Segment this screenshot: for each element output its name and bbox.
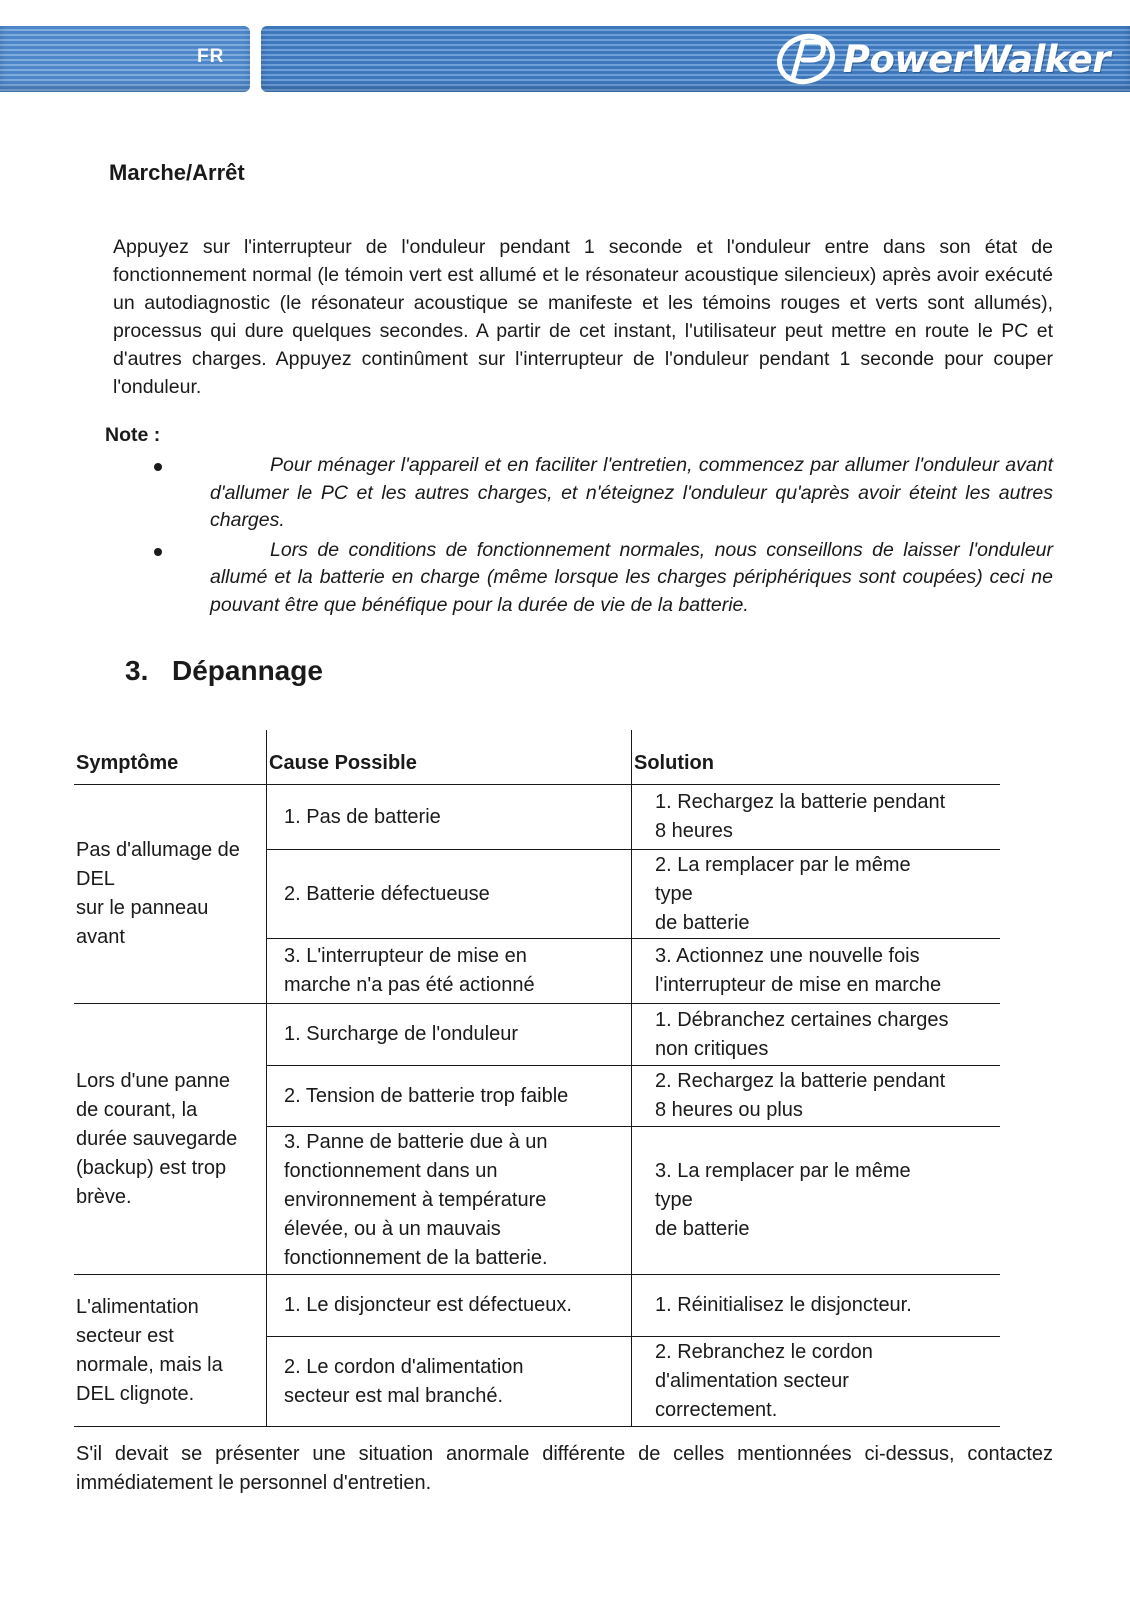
table-body: [74, 785, 1000, 1427]
section-heading: Dépannage: [172, 655, 323, 686]
cause-cell: 1. Surcharge de l'onduleur: [267, 1004, 632, 1066]
power-swirl-icon: [773, 32, 839, 86]
note-list: [150, 452, 1053, 621]
solution-cell: 1. Rechargez la batterie pendant 8 heures: [632, 785, 1001, 850]
bullet-icon: [154, 463, 162, 471]
cause-cell: 2. Le cordon d'alimentation secteur est mal branché.: [267, 1337, 632, 1427]
solution-cell: 2. Rebranchez le cordon d'alimentation secteur correctement.: [632, 1337, 1001, 1427]
language-label: FR: [197, 46, 225, 67]
cause-cell: 3. Panne de batterie due à un fonctionnement dans un environnement à température élevée, ou à un mauvais fonctionnement de la batterie.: [267, 1127, 632, 1275]
header-band-left: [0, 26, 250, 92]
solution-cell: 2. Rechargez la batterie pendant 8 heures ou plus: [632, 1066, 1001, 1127]
table-row: [74, 1004, 1000, 1066]
section-title-onoff: Marche/Arrêt: [109, 160, 245, 185]
header-band-right: [261, 26, 1130, 92]
symptom-cell: Pas d'allumage de DEL sur le panneau avant: [74, 785, 267, 1004]
footer-paragraph: S'il devait se présenter une situation anormale différente de celles mentionnées ci-dessus, contactez immédiatement le personnel d'entretien.: [76, 1443, 1053, 1494]
page-header: [0, 26, 1130, 92]
symptom-cell: L'alimentation secteur est normale, mais la DEL clignote.: [74, 1275, 267, 1427]
symptom-cell: Lors d'une panne de courant, la durée sauvegarde (backup) est trop brève.: [74, 1004, 267, 1275]
brand-logo: [773, 32, 1110, 86]
cause-cell: 1. Le disjoncteur est défectueux.: [267, 1275, 632, 1337]
header-solution: Solution: [632, 730, 1001, 785]
section-number: 3.: [125, 655, 149, 686]
table-row: [74, 1275, 1000, 1337]
cause-cell: 2. Tension de batterie trop faible: [267, 1066, 632, 1127]
table-header-row: [74, 730, 1000, 785]
solution-cell: 1. Débranchez certaines charges non critiques: [632, 1004, 1001, 1066]
note-text: Pour ménager l'appareil et en faciliter l'entretien, commencez par allumer l'onduleur avant d'allumer le PC et les autres charges, et n'éteignez l'onduleur qu'après avoir éteint les autres charges.: [210, 454, 1053, 531]
bullet-icon: [154, 548, 162, 556]
cause-cell: 2. Batterie défectueuse: [267, 850, 632, 939]
header-cause: Cause Possible: [267, 730, 632, 785]
brand-name: PowerWalker: [842, 37, 1110, 81]
solution-cell: 2. La remplacer par le même type de batterie: [632, 850, 1001, 939]
cause-cell: 3. L'interrupteur de mise en marche n'a pas été actionné: [267, 939, 632, 1004]
note-label: Note :: [105, 424, 161, 446]
table-row: [74, 785, 1000, 850]
onoff-paragraph: Appuyez sur l'interrupteur de l'onduleur pendant 1 seconde et l'onduleur entre dans son état de fonctionnement normal (le témoin vert est allumé et le résonateur acoustique silencieux) après avoir exécuté un autodiagnostic (le résonateur acoustique se manifeste et les témoins rouges et verts sont allumés), processus qui dure quelques secondes. A partir de cet instant, l'utilisateur peut mettre en route le PC et d'autres charges. Appuyez continûment sur l'interrupteur de l'onduleur pendant 1 seconde pour couper l'onduleur.: [113, 236, 1053, 398]
cause-cell: 1. Pas de batterie: [267, 785, 632, 850]
note-item: [150, 537, 1053, 620]
note-text: Lors de conditions de fonctionnement normales, nous conseillons de laisser l'onduleur allumé et la batterie en charge (même lorsque les charges périphériques sont coupées) ceci ne pouvant être que bénéfique pour la durée de vie de la batterie.: [210, 538, 1053, 616]
section-title-troubleshooting: [125, 655, 323, 687]
solution-cell: 3. Actionnez une nouvelle fois l'interrupteur de mise en marche: [632, 939, 1001, 1004]
note-item: [150, 452, 1053, 535]
solution-cell: 3. La remplacer par le même type de batterie: [632, 1127, 1001, 1275]
troubleshooting-table: [74, 730, 1000, 1427]
header-symptom: Symptôme: [74, 730, 267, 785]
solution-cell: 1. Réinitialisez le disjoncteur.: [632, 1275, 1001, 1337]
